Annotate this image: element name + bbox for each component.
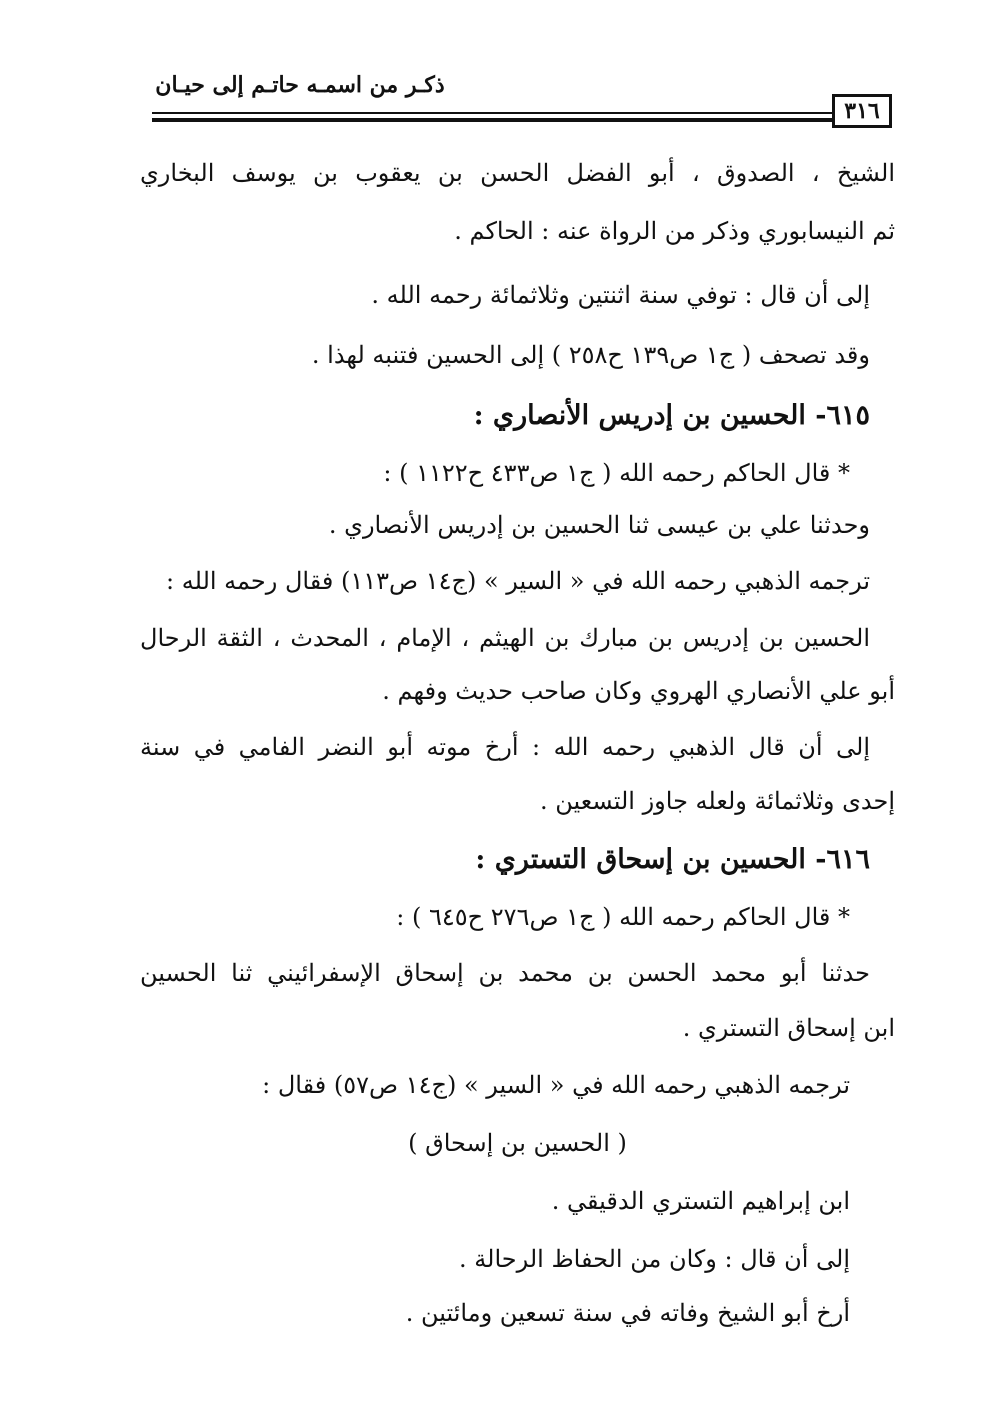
text-line: أرخ أبو الشيخ وفاته في سنة تسعين ومائتين . — [405, 1299, 850, 1327]
text-line: إلى أن قال : توفي سنة اثنتين وثلاثمائة رحمه الله . — [371, 281, 870, 309]
text-line: ابن إبراهيم التستري الدقيقي . — [551, 1187, 850, 1215]
entry-heading-615: ٦١٥- الحسين بن إدريس الأنصاري : — [473, 400, 870, 431]
text-line: إلى أن قال الذهبي رحمه الله : أرخ موته أبو النضر الفامي في سنة — [140, 733, 871, 761]
text-line: ترجمه الذهبي رحمه الله في « السير » (ج١٤ ص٥٧) فقال : — [262, 1071, 850, 1099]
text-line: ثم النيسابوري وذكر من الرواة عنه : الحاكم . — [454, 217, 895, 245]
header-rule-thin — [152, 112, 832, 114]
header-rule-thick — [152, 118, 832, 122]
text-line: ترجمه الذهبي رحمه الله في « السير » (ج١٤ ص١١٣) فقال رحمه الله : — [166, 567, 870, 595]
text-line: أبو علي الأنصاري الهروي وكان صاحب حديث وفهم . — [382, 677, 895, 705]
text-line: إحدى وثلاثمائة ولعله جاوز التسعين . — [539, 787, 895, 815]
text-line: الحسين بن إدريس بن مبارك بن الهيثم ، الإمام ، المحدث ، الثقة الرحال — [140, 624, 870, 652]
text-line: حدثنا أبو محمد الحسن بن محمد بن إسحاق الإسفرائيني ثنا الحسين — [140, 959, 870, 987]
running-header-title: ذكـر من اسمـه حاتـم إلى حيـان — [155, 72, 445, 98]
page-number-box: ٣١٦ — [832, 94, 892, 128]
text-line: * قال الحاكم رحمه الله ( ج١ ص٤٣٣ ح١١٢٢ ) : — [383, 459, 850, 487]
text-line: إلى أن قال : وكان من الحفاظ الرحالة . — [459, 1245, 850, 1273]
text-line: الشيخ ، الصدوق ، أبو الفضل الحسن بن يعقوب بن يوسف البخاري — [140, 159, 895, 187]
text-line: وقد تصحف ( ج١ ص١٣٩ ح٢٥٨ ) إلى الحسين فتنبه لهذا . — [311, 341, 870, 369]
sub-heading: ( الحسين بن إسحاق ) — [408, 1129, 627, 1157]
text-line: ابن إسحاق التستري . — [682, 1014, 895, 1042]
text-line: * قال الحاكم رحمه الله ( ج١ ص٢٧٦ ح٦٤٥ ) : — [396, 903, 850, 931]
entry-heading-616: ٦١٦- الحسين بن إسحاق التستري : — [475, 844, 870, 875]
text-line: وحدثنا علي بن عيسى ثنا الحسين بن إدريس الأنصاري . — [328, 511, 870, 539]
